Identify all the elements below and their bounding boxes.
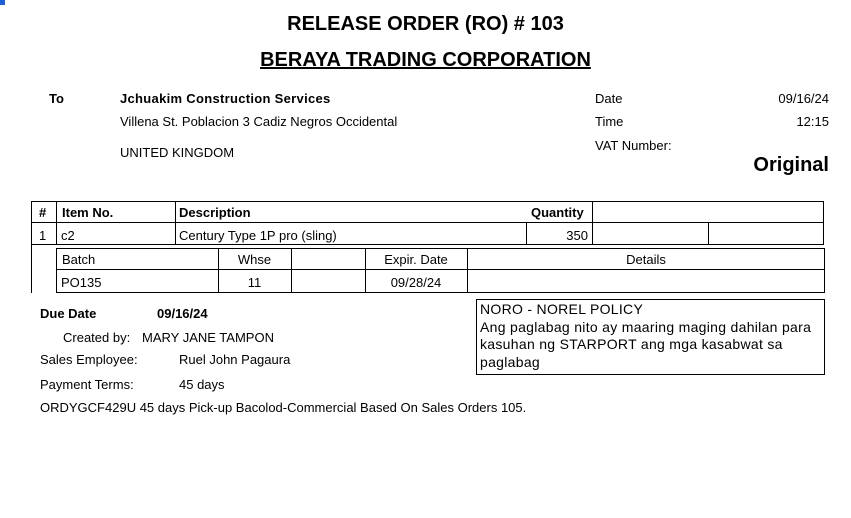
col-header-expir-date: Expir. Date [384, 252, 448, 267]
col-header-whse: Whse [237, 252, 272, 267]
customer-country: UNITED KINGDOM [120, 145, 235, 160]
col-header-number: # [39, 205, 47, 220]
due-date-label: Due Date [40, 306, 97, 321]
due-date-value: 09/16/24 [157, 306, 208, 321]
batch-header-divider [56, 269, 825, 270]
col-header-item-no: Item No. [62, 205, 114, 220]
time-label: Time [595, 114, 624, 129]
copy-type: Original [753, 154, 829, 176]
whse-value: 11 [247, 275, 262, 290]
expir-date-value: 09/28/24 [390, 275, 442, 290]
customer-address: Villena St. Poblacion 3 Cadiz Negros Occidental [120, 114, 398, 129]
remarks: ORDYGCF429U 45 days Pick-up Bacolod-Commercial Based On Sales Orders 105. [40, 400, 527, 415]
row-number: 1 [39, 228, 47, 243]
sales-employee-label: Sales Employee: [40, 352, 138, 367]
created-by-value: MARY JANE TAMPON [142, 330, 274, 345]
to-label: To [49, 91, 64, 106]
company-name: BERAYA TRADING CORPORATION [260, 49, 591, 71]
payment-terms-value: 45 days [179, 377, 225, 392]
items-table [31, 201, 824, 245]
payment-terms-label: Payment Terms: [40, 377, 134, 392]
document-title: RELEASE ORDER (RO) # 103 [287, 13, 564, 35]
col-header-description: Description [179, 205, 251, 220]
col-header-details: Details [626, 252, 666, 267]
row-quantity: 350 [566, 228, 588, 243]
sales-employee-value: Ruel John Pagaura [179, 352, 291, 367]
col-header-batch: Batch [62, 252, 96, 267]
time-value: 12:15 [796, 114, 829, 129]
col-header-quantity: Quantity [531, 205, 584, 220]
policy-box [476, 299, 825, 375]
row-description: Century Type 1P pro (sling) [179, 228, 337, 243]
customer-name: Jchuakim Construction Services [120, 91, 331, 106]
policy-text: Ang paglabag nito ay maaring maging dahilan para kasuhan ng STARPORT ang mga kasabwat sa paglabag [480, 318, 812, 370]
vat-label: VAT Number: [595, 138, 672, 153]
batch-value: PO135 [61, 275, 102, 290]
created-by-label: Created by: [63, 330, 131, 345]
date-value: 09/16/24 [778, 91, 829, 106]
policy-title: NORO - NOREL POLICY [480, 301, 644, 317]
row-item-no: c2 [61, 228, 75, 243]
window-corner-marker [0, 0, 5, 5]
date-label: Date [595, 91, 623, 106]
items-header-divider [31, 222, 824, 223]
